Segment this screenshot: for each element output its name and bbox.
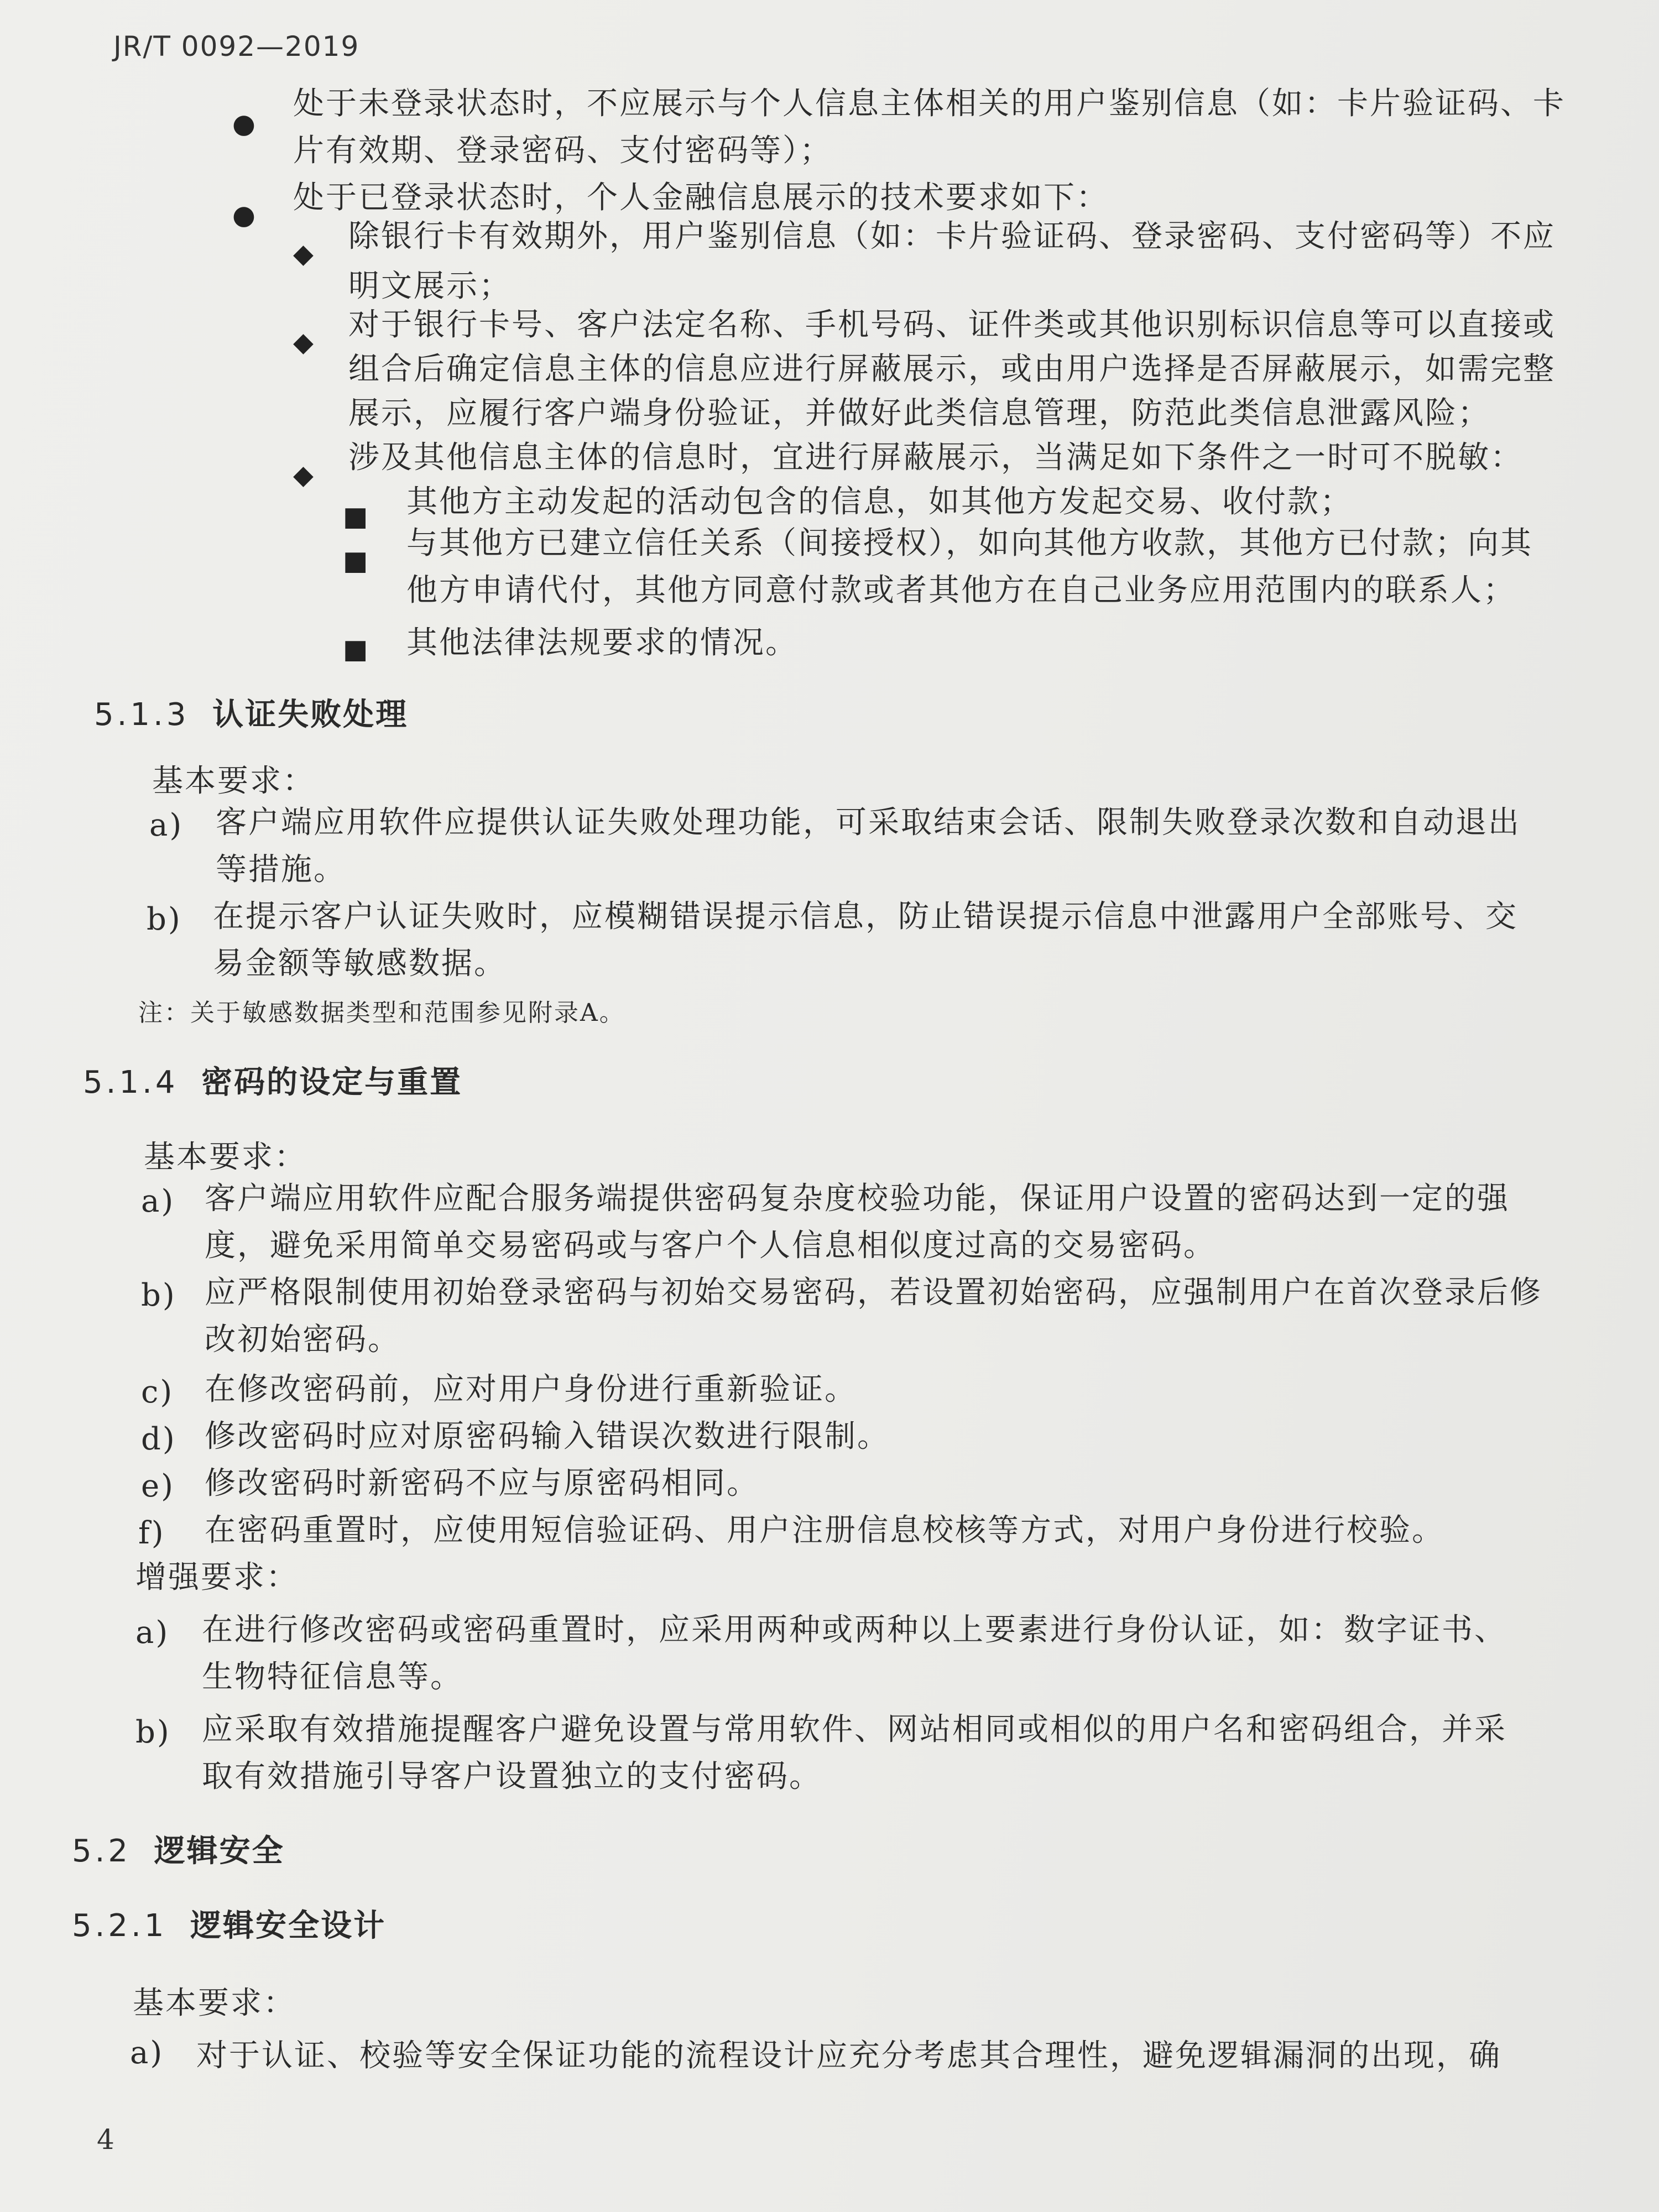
section-title: 密码的设定与重置 [201, 1065, 463, 1100]
square-bullet-icon: ■ [343, 501, 368, 532]
diamond2-line1: 对于银行卡号、客户法定名称、手机号码、证件类或其他识别标识信息等可以直接或 [348, 307, 1556, 343]
enhanced-b-line2: 取有效措施引导客户设置独立的支付密码。 [202, 1759, 822, 1794]
item-b-line1: 应严格限制使用初始登录密码与初始交易密码，若设置初始密码，应强制用户在首次登录后修 [205, 1275, 1542, 1311]
item-b-line2: 易金额等敏感数据。 [213, 946, 507, 982]
diamond2-line3: 展示，应履行客户端身份验证，并做好此类信息管理，防范此类信息泄露风险； [348, 395, 1490, 431]
item-d-line: 修改密码时应对原密码输入错误次数进行限制。 [205, 1418, 890, 1454]
diamond2-line2: 组合后确定信息主体的信息应进行屏蔽展示，或由用户选择是否屏蔽展示，如需完整 [348, 351, 1556, 387]
square-bullet-icon: ■ [343, 545, 368, 576]
item-c-line: 在修改密码前，应对用户身份进行重新验证。 [205, 1371, 857, 1407]
item-label: b) [141, 1277, 176, 1313]
bullet1-line1: 处于未登录状态时，不应展示与个人信息主体相关的用户鉴别信息（如：卡片验证码、卡 [293, 86, 1566, 122]
item-label: d) [141, 1421, 176, 1457]
square2-line1: 与其他方已建立信任关系（间接授权），如向其他方收款，其他方已付款；向其 [406, 525, 1533, 561]
section-number: 5.1.4 [83, 1065, 179, 1100]
section-5-2-1-heading [72, 1908, 387, 1944]
item-label: a) [141, 1183, 175, 1219]
section-5-2-heading [72, 1833, 285, 1869]
note: 注：关于敏感数据类型和范围参见附录A。 [138, 999, 625, 1027]
basic-requirements-label: 基本要求： [133, 1985, 296, 2021]
square1-line: 其他方主动发起的活动包含的信息，如其他方发起交易、收付款； [406, 484, 1353, 520]
item-label: a) [135, 1615, 170, 1651]
item-f-line: 在密码重置时，应使用短信验证码、用户注册信息校核等方式，对用户身份进行校验。 [205, 1512, 1444, 1548]
basic-requirements-label: 基本要求： [144, 1139, 307, 1175]
item-label: a) [149, 807, 184, 843]
section-5-1-4-heading [83, 1067, 462, 1098]
section-number: 5.1.3 [94, 697, 190, 733]
section-title: 逻辑安全设计 [190, 1908, 387, 1944]
section-5-1-3-heading [94, 697, 409, 733]
enhanced-b-line1: 应采取有效措施提醒客户避免设置与常用软件、网站相同或相似的用户名和密码组合，并采 [202, 1712, 1507, 1747]
enhanced-requirements-label: 增强要求： [135, 1559, 299, 1595]
item-a-line2: 度，避免采用简单交易密码或与客户个人信息相似度过高的交易密码。 [205, 1228, 1216, 1264]
item-a-line1: 对于认证、校验等安全保证功能的流程设计应充分考虑其合理性，避免逻辑漏洞的出现，确 [196, 2038, 1501, 2074]
item-b-line2: 改初始密码。 [205, 1322, 400, 1358]
diamond1-line2: 明文展示； [348, 268, 512, 304]
enhanced-a-line1: 在进行修改密码或密码重置时，应采用两种或两种以上要素进行身份认证，如：数字证书、 [202, 1612, 1507, 1648]
bullet-dot-icon: ● [232, 200, 255, 231]
item-label: b) [135, 1714, 171, 1750]
item-a-line1: 客户端应用软件应配合服务端提供密码复杂度校验功能，保证用户设置的密码达到一定的强 [205, 1181, 1510, 1217]
item-label: b) [147, 901, 182, 937]
item-a-line2: 等措施。 [216, 852, 346, 888]
square2-line2: 他方申请代付，其他方同意付款或者其他方在自己业务应用范围内的联系人； [406, 572, 1516, 608]
section-number: 5.2 [72, 1833, 132, 1869]
section-title: 逻辑安全 [154, 1833, 285, 1869]
basic-requirements-label: 基本要求： [152, 763, 315, 799]
page-number: 4 [97, 2124, 114, 2156]
bullet1-line2: 片有效期、登录密码、支付密码等）； [293, 133, 832, 169]
item-b-line1: 在提示客户认证失败时，应模糊错误提示信息，防止错误提示信息中泄露用户全部账号、交 [213, 899, 1518, 935]
diamond-bullet-icon: ◆ [293, 238, 314, 269]
item-a-line1: 客户端应用软件应提供认证失败处理功能，可采取结束会话、限制失败登录次数和自动退出 [216, 805, 1521, 841]
item-label: c) [141, 1374, 174, 1410]
diamond1-line1: 除银行卡有效期外，用户鉴别信息（如：卡片验证码、登录密码、支付密码等）不应 [348, 218, 1556, 254]
item-label: e) [141, 1468, 175, 1504]
bullet-dot-icon: ● [232, 108, 255, 139]
diamond-bullet-icon: ◆ [293, 460, 314, 491]
item-e-line: 修改密码时新密码不应与原密码相同。 [205, 1465, 759, 1501]
item-label: f) [138, 1515, 165, 1551]
square3-line: 其他法律法规要求的情况。 [406, 625, 798, 661]
bullet2-line: 处于已登录状态时，个人金融信息展示的技术要求如下： [293, 180, 1109, 216]
section-number: 5.2.1 [72, 1908, 168, 1944]
section-title: 认证失败处理 [212, 697, 409, 733]
diamond-bullet-icon: ◆ [293, 327, 314, 358]
diamond3-line: 涉及其他信息主体的信息时，宜进行屏蔽展示，当满足如下条件之一时可不脱敏： [348, 440, 1523, 476]
square-bullet-icon: ■ [343, 634, 368, 665]
item-label: a) [130, 2035, 164, 2071]
enhanced-a-line2: 生物特征信息等。 [202, 1659, 463, 1695]
standard-number-header: JR/T 0092—2019 [113, 30, 360, 62]
